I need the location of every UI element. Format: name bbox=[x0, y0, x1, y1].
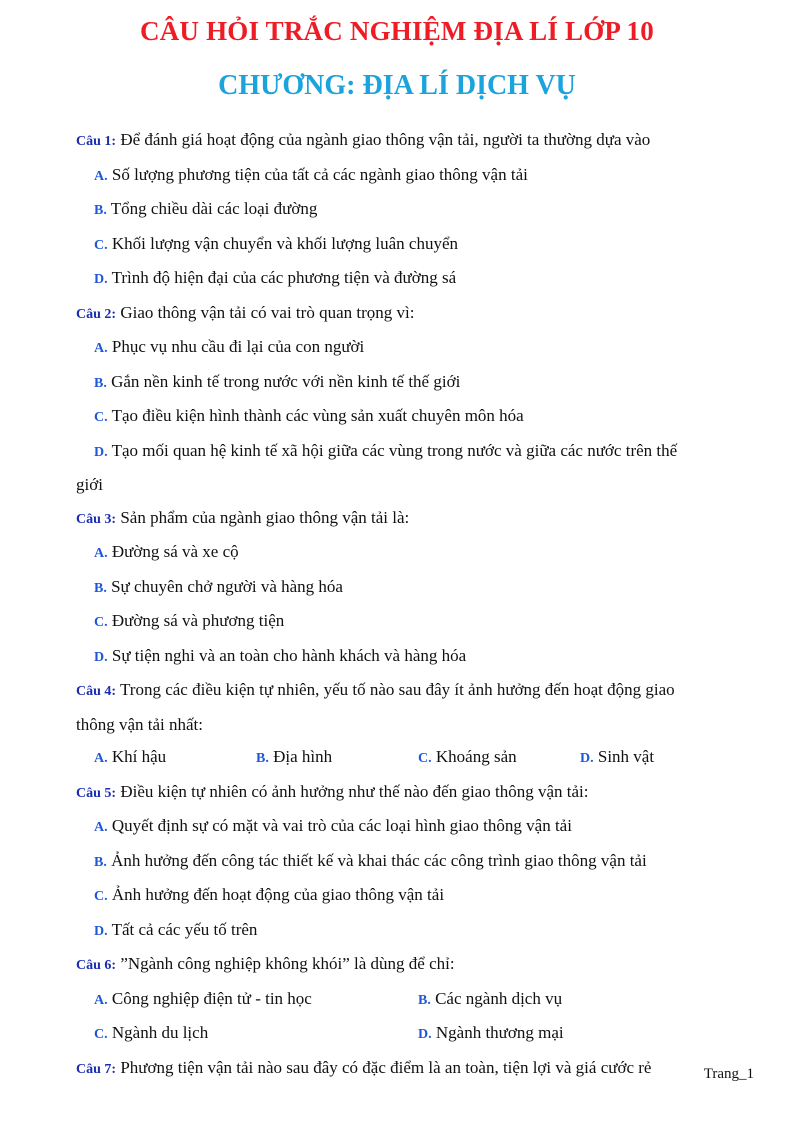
option-d bbox=[76, 262, 758, 297]
option-a bbox=[94, 983, 418, 1018]
option-text: Đường sá và phương tiện bbox=[111, 611, 285, 630]
option-label: C. bbox=[94, 237, 108, 253]
option-text: Tạo điều kiện hình thành các vùng sản xuất chuyên môn hóa bbox=[111, 406, 524, 425]
option-text: Sự tiện nghi và an toàn cho hành khách và hàng hóa bbox=[111, 645, 467, 665]
option-c bbox=[418, 741, 580, 776]
option-text: Các ngành dịch vụ bbox=[435, 988, 563, 1008]
question-5 bbox=[76, 776, 758, 811]
options-row bbox=[76, 1017, 758, 1052]
question-list bbox=[76, 124, 758, 1086]
question-text: Phương tiện vận tải nào sau đây có đặc điểm là an toàn, tiện lợi và giá cước rẻ bbox=[120, 1057, 652, 1077]
option-text: Địa hình bbox=[273, 747, 333, 766]
option-text: Phục vụ nhu cầu đi lại của con người bbox=[111, 337, 365, 356]
options-row bbox=[76, 983, 758, 1018]
option-text: Trình độ hiện đại của các phương tiện và đường sá bbox=[111, 268, 457, 287]
option-b bbox=[76, 193, 758, 228]
question-4 bbox=[76, 674, 758, 709]
option-label: D. bbox=[418, 1027, 432, 1042]
option-label: D. bbox=[94, 444, 108, 460]
option-label: D. bbox=[94, 923, 108, 939]
option-c bbox=[94, 1017, 418, 1052]
option-label: A. bbox=[94, 820, 108, 835]
option-b bbox=[76, 366, 758, 401]
option-label: A. bbox=[94, 992, 108, 1008]
question-label: Câu 6: bbox=[76, 958, 117, 973]
chapter-subtitle: CHƯƠNG: ĐỊA LÍ DỊCH VỤ bbox=[218, 70, 576, 101]
option-c bbox=[76, 879, 758, 914]
option-text: Tạo mối quan hệ kinh tế xã hội giữa các vùng trong nước và giữa các nước trên thế bbox=[111, 440, 678, 460]
question-7 bbox=[76, 1052, 758, 1087]
question-text: ”Ngành công nghiệp không khói” là dùng để chỉ: bbox=[120, 954, 455, 973]
option-text: Ngành du lịch bbox=[111, 1023, 209, 1042]
option-d-continuation: giới bbox=[76, 475, 103, 494]
option-text: Tổng chiều dài các loại đường bbox=[110, 199, 318, 218]
option-text: Số lượng phương tiện của tất cả các ngành giao thông vận tải bbox=[111, 164, 528, 184]
option-text: Ảnh hưởng đến công tác thiết kế và khai thác các công trình giao thông vận tải bbox=[111, 850, 647, 870]
question-3 bbox=[76, 502, 758, 537]
question-text: Sản phẩm của ngành giao thông vận tải là: bbox=[120, 507, 410, 527]
option-label: C. bbox=[94, 410, 108, 425]
question-text: Điều kiện tự nhiên có ảnh hưởng như thế nào đến giao thông vận tải: bbox=[120, 781, 589, 801]
question-label: Câu 7: bbox=[76, 1061, 117, 1077]
option-text: Ngành thương mại bbox=[435, 1023, 564, 1042]
option-label: C. bbox=[94, 889, 108, 904]
question-2 bbox=[76, 297, 758, 332]
question-text: Để đánh giá hoạt động của ngành giao thông vận tải, người ta thường dựa vào bbox=[120, 130, 651, 149]
option-text: Khối lượng vận chuyển và khối lượng luân chuyển bbox=[111, 233, 458, 253]
option-b bbox=[76, 571, 758, 606]
option-c bbox=[76, 228, 758, 263]
option-text: Quyết định sự có mặt và vai trò của các loại hình giao thông vận tải bbox=[111, 816, 572, 835]
option-text: Ảnh hưởng đến hoạt động của giao thông vận tải bbox=[111, 885, 445, 904]
option-text: Gắn nền kinh tế trong nước với nền kinh tế thế giới bbox=[111, 371, 461, 391]
option-d bbox=[418, 1017, 742, 1052]
option-text: Tất cả các yếu tố trên bbox=[111, 919, 258, 939]
option-text: Sự chuyên chở người và hàng hóa bbox=[111, 576, 343, 596]
question-label: Câu 3: bbox=[76, 511, 117, 527]
option-label: C. bbox=[94, 1027, 108, 1042]
question-label: Câu 1: bbox=[76, 134, 117, 149]
option-b bbox=[76, 845, 758, 880]
question-text: Giao thông vận tải có vai trò quan trọng vì: bbox=[120, 302, 415, 322]
option-label: A. bbox=[94, 168, 108, 184]
option-label: B. bbox=[418, 992, 431, 1008]
option-label: B. bbox=[94, 203, 107, 218]
option-d bbox=[76, 914, 758, 949]
question-label: Câu 2: bbox=[76, 306, 117, 322]
option-text: Đường sá và xe cộ bbox=[111, 542, 239, 561]
option-text: Khoáng sản bbox=[435, 747, 517, 766]
option-label: C. bbox=[418, 751, 432, 766]
question-6 bbox=[76, 948, 758, 983]
option-d bbox=[580, 741, 742, 776]
question-4-continuation: thông vận tải nhất: bbox=[76, 714, 204, 734]
question-label: Câu 4: bbox=[76, 684, 117, 699]
option-label: A. bbox=[94, 751, 108, 766]
option-label: D. bbox=[94, 272, 108, 287]
option-b bbox=[256, 741, 418, 776]
option-label: D. bbox=[580, 751, 594, 766]
option-d bbox=[76, 640, 758, 675]
option-text: Công nghiệp điện tử - tin học bbox=[111, 988, 312, 1008]
option-d bbox=[76, 435, 758, 470]
options-row bbox=[76, 741, 758, 776]
option-a bbox=[94, 741, 256, 776]
option-label: C. bbox=[94, 615, 108, 630]
option-label: D. bbox=[94, 649, 108, 665]
option-a bbox=[76, 331, 758, 366]
option-b bbox=[418, 983, 742, 1018]
option-text: Khí hậu bbox=[111, 747, 167, 766]
document-title: CÂU HỎI TRẮC NGHIỆM ĐỊA LÍ LỚP 10 bbox=[140, 16, 654, 46]
option-label: B. bbox=[256, 751, 269, 766]
option-c bbox=[76, 400, 758, 435]
option-label: B. bbox=[94, 375, 107, 391]
option-a bbox=[76, 159, 758, 194]
option-c bbox=[76, 605, 758, 640]
option-label: B. bbox=[94, 854, 107, 870]
option-a bbox=[76, 810, 758, 845]
question-1 bbox=[76, 124, 758, 159]
page-number: Trang_1 bbox=[703, 1066, 754, 1082]
option-label: B. bbox=[94, 580, 107, 596]
question-text: Trong các điều kiện tự nhiên, yếu tố nào sau đây ít ảnh hưởng đến hoạt động giao bbox=[120, 680, 675, 699]
option-text: Sinh vật bbox=[597, 747, 655, 766]
option-label: A. bbox=[94, 341, 108, 356]
question-label: Câu 5: bbox=[76, 785, 117, 801]
option-a bbox=[76, 536, 758, 571]
option-label: A. bbox=[94, 546, 108, 561]
